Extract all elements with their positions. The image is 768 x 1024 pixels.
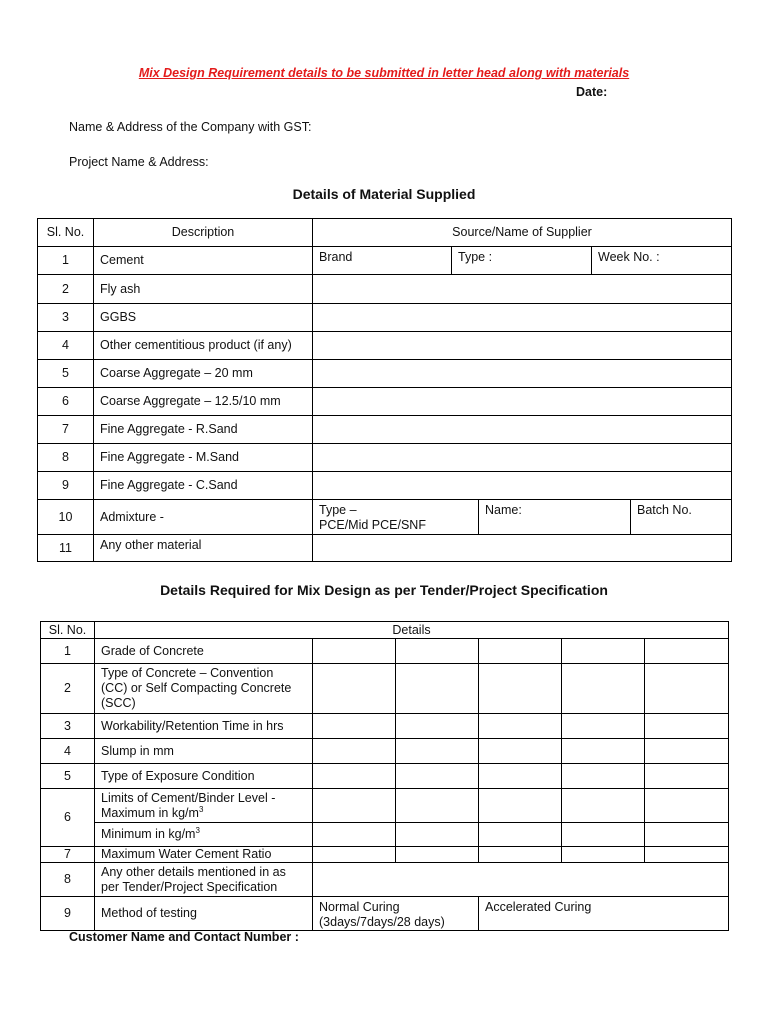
detail-entry-cell[interactable] — [645, 739, 729, 764]
row-number: 4 — [41, 739, 95, 764]
detail-entry-cell[interactable] — [313, 863, 729, 897]
row-description: Type of Exposure Condition — [95, 764, 313, 789]
col-slno-header: Sl. No. — [38, 219, 94, 247]
desc-line: (SCC) — [101, 696, 136, 710]
admixture-name-label: Name: — [479, 500, 631, 534]
table-row — [41, 863, 729, 897]
mix-design-table — [40, 621, 729, 931]
cement-week-label: Week No. : — [598, 250, 660, 264]
date-label: Date: — [576, 85, 608, 99]
min-unit-text: Minimum in kg/m — [101, 827, 196, 841]
detail-entry-cell[interactable] — [562, 823, 645, 847]
accelerated-curing-label: Accelerated Curing — [485, 900, 592, 914]
detail-entry-cell[interactable] — [396, 789, 479, 823]
table-row — [38, 360, 732, 388]
row-number: 10 — [38, 500, 94, 535]
col-description-header: Description — [94, 219, 313, 247]
customer-contact-label: Customer Name and Contact Number : — [69, 930, 299, 944]
row-description: Fine Aggregate - C.Sand — [94, 472, 313, 500]
table-row — [41, 847, 729, 863]
row-number: 4 — [38, 332, 94, 360]
detail-entry-cell[interactable] — [396, 664, 479, 714]
row-number: 2 — [41, 664, 95, 714]
detail-entry-cell[interactable] — [562, 739, 645, 764]
row-number: 3 — [38, 304, 94, 332]
table-row — [38, 444, 732, 472]
detail-entry-cell[interactable] — [313, 639, 396, 664]
admixture-batch-label: Batch No. — [637, 503, 692, 517]
table-row — [38, 416, 732, 444]
row-number: 5 — [38, 360, 94, 388]
detail-entry-cell[interactable] — [396, 847, 479, 863]
detail-entry-cell[interactable] — [396, 823, 479, 847]
table-row — [41, 897, 729, 931]
detail-entry-cell[interactable] — [313, 823, 396, 847]
company-label: Name & Address of the Company with GST: — [69, 120, 312, 134]
table-row — [41, 639, 729, 664]
desc-line: Limits of Cement/Binder Level - — [101, 790, 276, 805]
row-description: Fly ash — [94, 275, 313, 304]
detail-entry-cell[interactable] — [479, 847, 562, 863]
row-description — [95, 863, 313, 897]
table-header-row — [38, 219, 732, 247]
row-number: 6 — [41, 789, 95, 847]
row-description — [95, 789, 313, 823]
detail-entry-cell[interactable] — [562, 764, 645, 789]
row-description: Fine Aggregate - M.Sand — [94, 444, 313, 472]
desc-line: Any other details mentioned in as — [101, 864, 286, 879]
detail-entry-cell[interactable] — [645, 847, 729, 863]
source-entry-cell[interactable] — [313, 472, 732, 500]
table-row — [41, 739, 729, 764]
row-number: 5 — [41, 764, 95, 789]
detail-entry-cell[interactable] — [479, 639, 562, 664]
row-description: GGBS — [94, 304, 313, 332]
detail-entry-cell[interactable] — [479, 739, 562, 764]
normal-curing-line1: Normal Curing — [319, 900, 400, 914]
detail-entry-cell[interactable] — [479, 823, 562, 847]
detail-entry-cell[interactable] — [479, 789, 562, 823]
detail-entry-cell[interactable] — [645, 764, 729, 789]
table-row — [38, 275, 732, 304]
document-title: Mix Design Requirement details to be submitted in letter head along with materials — [138, 66, 630, 80]
material-table — [37, 218, 732, 562]
row-number: 1 — [38, 247, 94, 275]
detail-entry-cell[interactable] — [313, 714, 396, 739]
detail-entry-cell[interactable] — [562, 789, 645, 823]
table-row — [41, 823, 729, 847]
superscript-3: 3 — [195, 825, 200, 835]
desc-line: Type of Concrete – Convention — [101, 666, 274, 680]
cement-brand-label: Brand — [313, 247, 452, 274]
row-description: Method of testing — [95, 897, 313, 931]
table-row — [38, 247, 732, 275]
detail-entry-cell[interactable] — [479, 664, 562, 714]
table-row — [41, 714, 729, 739]
detail-entry-cell[interactable] — [645, 789, 729, 823]
superscript-3: 3 — [198, 804, 204, 814]
detail-entry-cell[interactable] — [396, 639, 479, 664]
admixture-source-cell[interactable] — [313, 500, 732, 535]
detail-entry-cell[interactable] — [645, 639, 729, 664]
table-row — [41, 664, 729, 714]
row-description — [95, 823, 313, 847]
table-row — [41, 764, 729, 789]
row-description — [95, 664, 313, 714]
col-source-header: Source/Name of Supplier — [313, 219, 732, 247]
detail-entry-cell[interactable] — [396, 764, 479, 789]
detail-entry-cell[interactable] — [562, 847, 645, 863]
detail-entry-cell[interactable] — [479, 764, 562, 789]
source-entry-cell[interactable] — [313, 535, 732, 562]
normal-curing-cell[interactable] — [313, 897, 479, 931]
detail-entry-cell[interactable] — [313, 664, 396, 714]
row-description: Slump in mm — [95, 739, 313, 764]
table-row — [38, 388, 732, 416]
row-description: Grade of Concrete — [95, 639, 313, 664]
max-unit-text: Maximum in kg/m — [101, 805, 199, 820]
row-description: Cement — [94, 247, 313, 275]
row-number: 3 — [41, 714, 95, 739]
detail-entry-cell[interactable] — [645, 823, 729, 847]
row-number: 1 — [41, 639, 95, 664]
detail-entry-cell[interactable] — [313, 847, 396, 863]
source-entry-cell[interactable] — [313, 360, 732, 388]
row-number: 6 — [38, 388, 94, 416]
project-label: Project Name & Address: — [69, 155, 209, 169]
row-number: 11 — [38, 535, 94, 562]
row-description: Admixture - — [94, 500, 313, 535]
row-number: 7 — [41, 847, 95, 863]
detail-entry-cell[interactable] — [645, 714, 729, 739]
table-row — [38, 332, 732, 360]
accelerated-curing-cell[interactable] — [479, 897, 729, 931]
normal-curing-line2: (3days/7days/28 days) — [319, 915, 445, 929]
detail-entry-cell[interactable] — [562, 714, 645, 739]
source-entry-cell[interactable] — [313, 416, 732, 444]
detail-entry-cell[interactable] — [562, 639, 645, 664]
row-number: 9 — [41, 897, 95, 931]
detail-entry-cell[interactable] — [396, 739, 479, 764]
table-row — [38, 472, 732, 500]
source-entry-cell[interactable] — [313, 275, 732, 304]
detail-entry-cell[interactable] — [562, 664, 645, 714]
source-entry-cell[interactable] — [313, 304, 732, 332]
table-row — [38, 304, 732, 332]
desc-line: per Tender/Project Specification — [101, 879, 278, 894]
detail-entry-cell[interactable] — [313, 739, 396, 764]
admixture-type-line2: PCE/Mid PCE/SNF — [319, 518, 426, 532]
col-slno-header: Sl. No. — [41, 622, 95, 639]
mix-section-heading: Details Required for Mix Design as per Tender/Project Specification — [160, 582, 608, 598]
source-entry-cell[interactable] — [313, 444, 732, 472]
detail-entry-cell[interactable] — [313, 764, 396, 789]
admixture-type-box — [313, 500, 479, 534]
row-description: Other cementitious product (if any) — [94, 332, 313, 360]
row-description: Maximum Water Cement Ratio — [95, 847, 313, 863]
table-row — [38, 500, 732, 535]
row-number: 2 — [38, 275, 94, 304]
col-details-header: Details — [95, 622, 729, 639]
table-row — [41, 789, 729, 823]
cement-type-label: Type : — [452, 247, 592, 274]
desc-line: (CC) or Self Compacting Concrete — [101, 681, 292, 695]
row-number: 7 — [38, 416, 94, 444]
detail-entry-cell[interactable] — [645, 664, 729, 714]
detail-entry-cell[interactable] — [313, 789, 396, 823]
row-description: Coarse Aggregate – 20 mm — [94, 360, 313, 388]
source-entry-cell[interactable] — [313, 332, 732, 360]
row-number: 8 — [41, 863, 95, 897]
material-section-heading: Details of Material Supplied — [292, 186, 476, 202]
row-description: Coarse Aggregate – 12.5/10 mm — [94, 388, 313, 416]
detail-entry-cell[interactable] — [396, 714, 479, 739]
row-description: Fine Aggregate - R.Sand — [94, 416, 313, 444]
row-number: 8 — [38, 444, 94, 472]
row-description: Any other material — [94, 535, 313, 562]
table-row — [38, 535, 732, 562]
detail-entry-cell[interactable] — [479, 714, 562, 739]
row-description: Workability/Retention Time in hrs — [95, 714, 313, 739]
table-header-row — [41, 622, 729, 639]
cement-source-cell[interactable] — [313, 247, 732, 275]
admixture-type-line1: Type – — [319, 503, 357, 517]
desc-line — [101, 806, 306, 821]
row-number: 9 — [38, 472, 94, 500]
source-entry-cell[interactable] — [313, 388, 732, 416]
